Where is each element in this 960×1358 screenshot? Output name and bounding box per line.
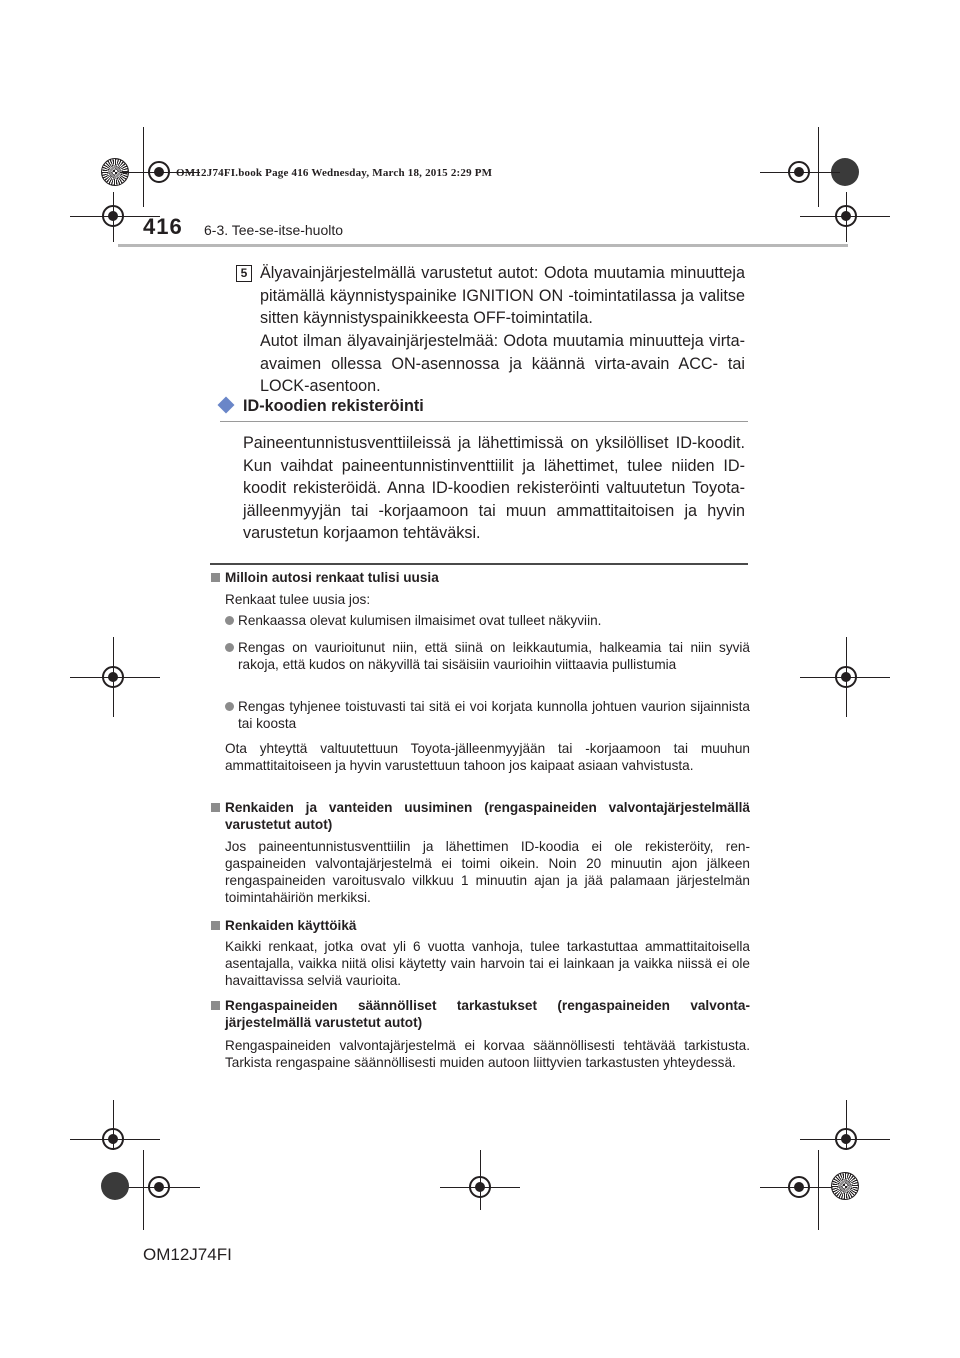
- print-job-stamp: OM12J74FI.book Page 416 Wednesday, March 18, 2015 2:29 PM: [176, 167, 493, 179]
- crop-line: [818, 127, 819, 207]
- round-bullet-icon: [225, 616, 234, 625]
- id-registration-text: Paineentunnistusventtiileissä ja lähettimissä on yksilölliset ID-koodit. Kun vaihdat paineentunnistinventtiilit ja lähettimet, tulee niiden ID-koodit rekisteröidä. Anna ID-koodien rekisteröinti valtuutetun Toyota-jälleenmyyjän tai -korjaamoon tai muun ammattitaitoisen ja hyvin varustetun korjaamon tehtäväksi.: [243, 434, 745, 543]
- note-bullet: Rengas on vaurioitunut niin, että siinä on leikkautumia, halkeamia tai niin syviä rakoja, että kudos on näkyvillä tai sisäisiin vaurioihin viittaavia pullistumia: [238, 640, 750, 672]
- step-text-smart-key: Älyavainjärjestelmällä varustetut autot: Odota muutamia minuutteja pitämällä käynnistyspainike IGNITION ON -toimintatilassa ja valitse sitten käynnistyspainikkeesta OFF-toimintatila.: [260, 264, 745, 328]
- registration-sunburst-icon: [831, 1172, 859, 1200]
- manual-code: OM12J74FI: [143, 1245, 232, 1264]
- step-text-no-smart-key: Autot ilman älyavainjärjestelmää: Odota muutamia minuutteja virta-avaimen ollessa ON-asennossa ja käännä virta-avain ACC- tai LOCK-asentoon.: [260, 332, 745, 396]
- note-heading: Renkaiden ja vanteiden uusiminen (rengaspaineiden valvontajärjestelmällä varustetut autot): [225, 800, 750, 832]
- note-bullet: Rengas tyhjenee toistuvasti tai sitä ei voi korjata kunnolla johtuen vaurion sijainnista tai koosta: [238, 699, 750, 731]
- square-bullet-icon: [211, 1001, 220, 1010]
- registration-crosshair-icon: [148, 161, 170, 183]
- registration-crosshair-icon: [102, 1128, 124, 1150]
- registration-crosshair-icon: [835, 205, 857, 227]
- registration-crosshair-icon: [835, 666, 857, 688]
- note-intro: Renkaat tulee uusia jos:: [225, 592, 371, 607]
- note-outro: Ota yhteyttä valtuutettuun Toyota-jälleenmyyjään tai -korjaamoon tai muuhun ammattitaitoiseen ja hyvin varustettuun tahoon jos kaipaat asiaan vahvistusta.: [225, 741, 750, 773]
- page-number: 416: [143, 214, 183, 239]
- note-body: Kaikki renkaat, jotka ovat yli 6 vuotta vanhoja, tulee tarkastuttaa ammattitaitoisella asentajalla, vaikka niitä olisi käytetty vain harvoin tai ei lainkaan ja vaikka niissä ei ole havaittavissa selviä vaurioita.: [225, 939, 750, 988]
- note-body: Jos paineentunnistusventtiilin ja lähettimen ID-koodia ei ole rekisteröity, rengaspaineiden valvontajärjestelmä ei toimi oikein. Noin 20 minuutin ajon jälkeen rengaspaineiden varoitusvalo vilkkuu 1 minuutin ajan ja jää palamaan järjestelmän toimintahäiriön merkiksi.: [225, 839, 750, 905]
- diamond-bullet-icon: [218, 397, 235, 414]
- step-number-badge: 5: [236, 265, 252, 282]
- round-bullet-icon: [225, 702, 234, 711]
- registration-crosshair-icon: [788, 1176, 810, 1198]
- square-bullet-icon: [211, 803, 220, 812]
- note-heading: Milloin autosi renkaat tulisi uusia: [225, 570, 439, 585]
- registration-crosshair-icon: [102, 205, 124, 227]
- subsection-heading: ID-koodien rekisteröinti: [243, 397, 424, 415]
- note-body: Rengaspaineiden valvontajärjestelmä ei korvaa säännöllisesti tehtävää tarkistusta. Tarkista rengaspaine säännöllisesti muiden autoon liittyvien tarkastusten yhteydessä.: [225, 1038, 750, 1070]
- note-heading: Renkaiden käyttöikä: [225, 918, 357, 933]
- registration-crosshair-icon: [835, 1128, 857, 1150]
- crop-line: [143, 1150, 144, 1230]
- crop-line: [818, 1150, 819, 1230]
- registration-disc-icon: [101, 1172, 129, 1200]
- registration-crosshair-icon: [148, 1176, 170, 1198]
- note-heading: Rengaspaineiden säännölliset tarkastukset (rengaspaineiden valvontajärjestelmällä varustetut autot): [225, 998, 750, 1030]
- note-bullet: Renkaassa olevat kulumisen ilmaisimet ovat tulleet näkyviin.: [238, 613, 602, 628]
- subsection-divider: [220, 421, 748, 422]
- round-bullet-icon: [225, 643, 234, 652]
- registration-crosshair-icon: [469, 1176, 491, 1198]
- section-title: 6-3. Tee-se-itse-huolto: [204, 222, 344, 238]
- notes-divider: [210, 563, 748, 565]
- square-bullet-icon: [211, 921, 220, 930]
- registration-crosshair-icon: [788, 161, 810, 183]
- registration-crosshair-icon: [102, 666, 124, 688]
- square-bullet-icon: [211, 573, 220, 582]
- crop-line: [143, 127, 144, 207]
- header-divider: [118, 244, 848, 247]
